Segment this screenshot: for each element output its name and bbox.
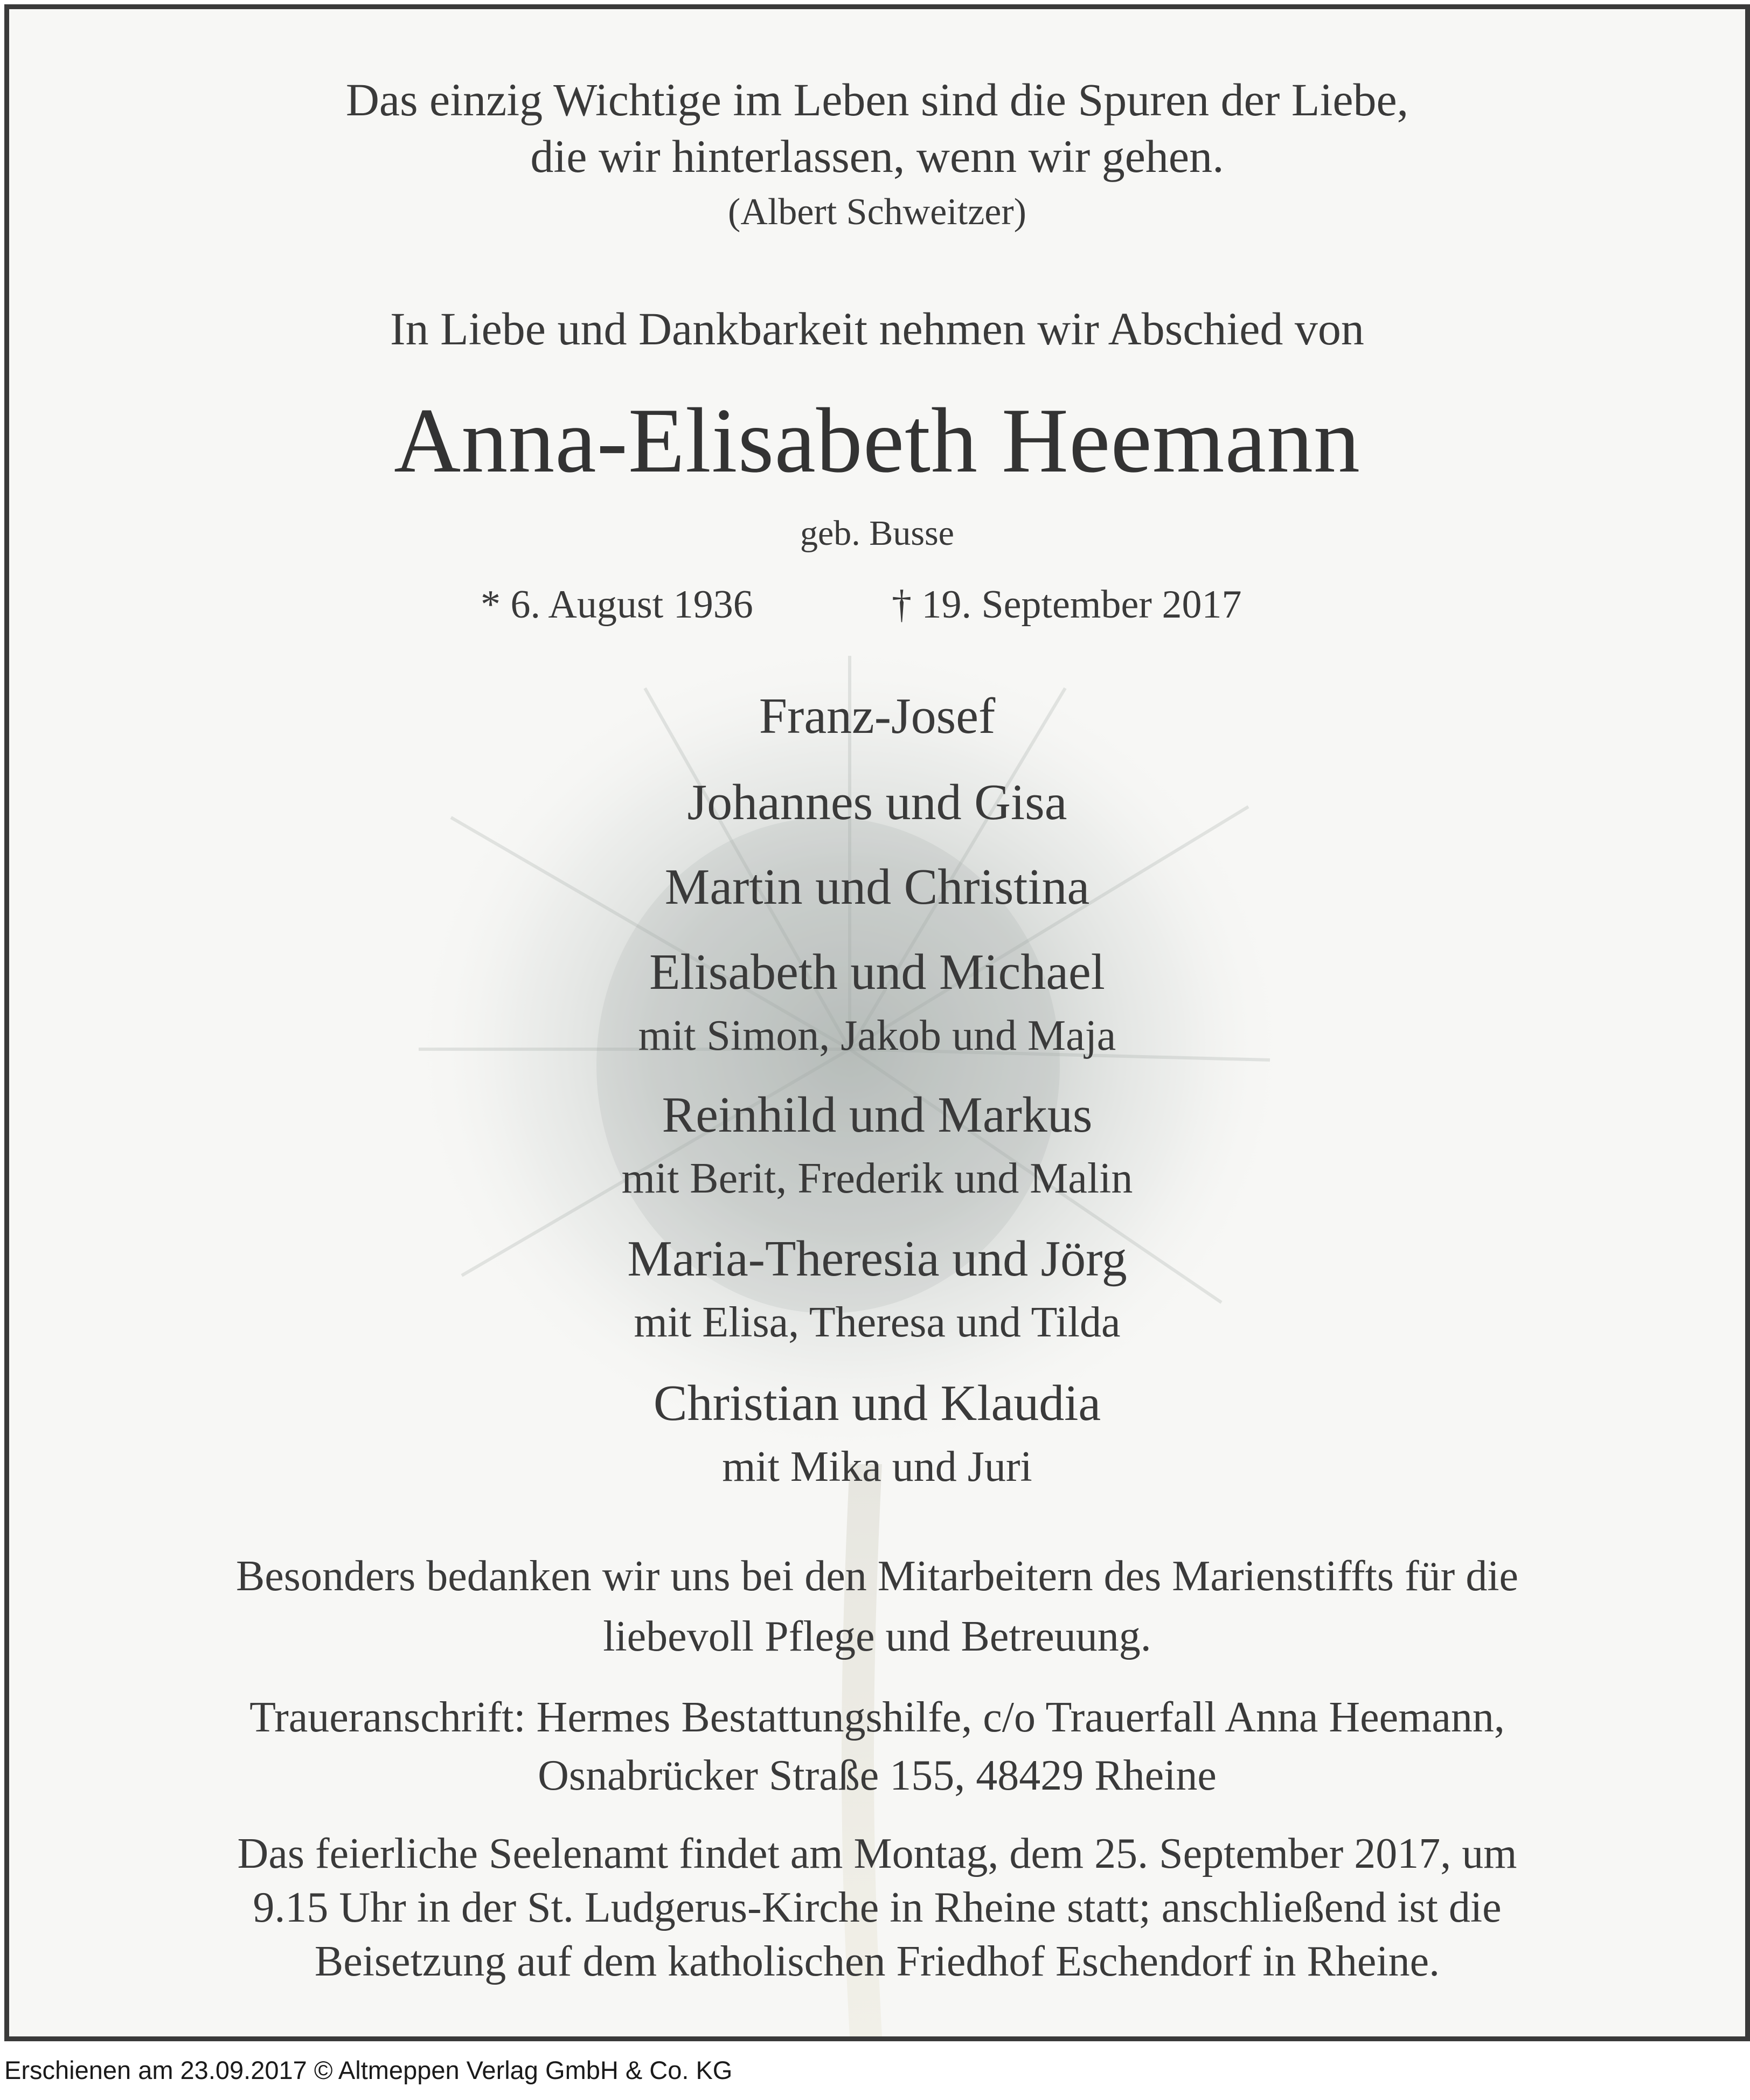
thanks-line-1: Besonders bedanken wir uns bei den Mitarbeitern des Marienstiffts für die [235,1553,1519,1600]
address-line-1: Traueranschrift: Hermes Bestattungshilfe, c/o Trauerfall Anna Heemann, [249,1694,1505,1741]
quote-author: (Albert Schweitzer) [728,191,1026,233]
family-member: Maria-Theresia und Jörg [627,1231,1127,1287]
obituary-notice [4,4,1750,2041]
family-member: Reinhild und Markus [662,1087,1093,1143]
birth-date: * 6. August 1936 [481,583,753,627]
quote-line-1: Das einzig Wichtige im Leben sind die Spuren der Liebe, [345,74,1409,126]
intro-text: In Liebe und Dankbarkeit nehmen wir Abschied von [390,303,1364,355]
family-grandchildren: mit Mika und Juri [722,1443,1032,1491]
family-member: Johannes und Gisa [687,774,1067,830]
notice-content [9,9,1745,2036]
publication-footer: Erschienen am 23.09.2017 © Altmeppen Verlag GmbH & Co. KG [4,2056,733,2084]
family-grandchildren: mit Elisa, Theresa und Tilda [634,1299,1121,1346]
family-member: Elisabeth und Michael [649,944,1105,1000]
life-dates [9,585,1745,628]
address-line-2: Osnabrücker Straße 155, 48429 Rheine [538,1752,1217,1799]
service-line-1: Das feierliche Seelenamt findet am Montag, dem 25. September 2017, um [237,1830,1517,1877]
birth-name: geb. Busse [800,514,954,553]
quote-line-2: die wir hinterlassen, wenn wir gehen. [530,130,1224,182]
service-line-3: Beisetzung auf dem katholischen Friedhof Eschendorf in Rheine. [314,1938,1440,1985]
deceased-name: Anna-Elisabeth Heemann [394,390,1360,492]
thanks-line-2: liebevoll Pflege und Betreuung. [603,1613,1151,1660]
death-date: † 19. September 2017 [892,583,1242,627]
family-grandchildren: mit Berit, Frederik und Malin [621,1155,1133,1202]
family-grandchildren: mit Simon, Jakob und Maja [638,1012,1116,1059]
service-line-2: 9.15 Uhr in der St. Ludgerus-Kirche in Rheine statt; anschließend ist die [253,1884,1502,1931]
family-member: Martin und Christina [664,859,1090,915]
family-member: Franz-Josef [759,688,996,744]
family-member: Christian und Klaudia [653,1375,1101,1431]
